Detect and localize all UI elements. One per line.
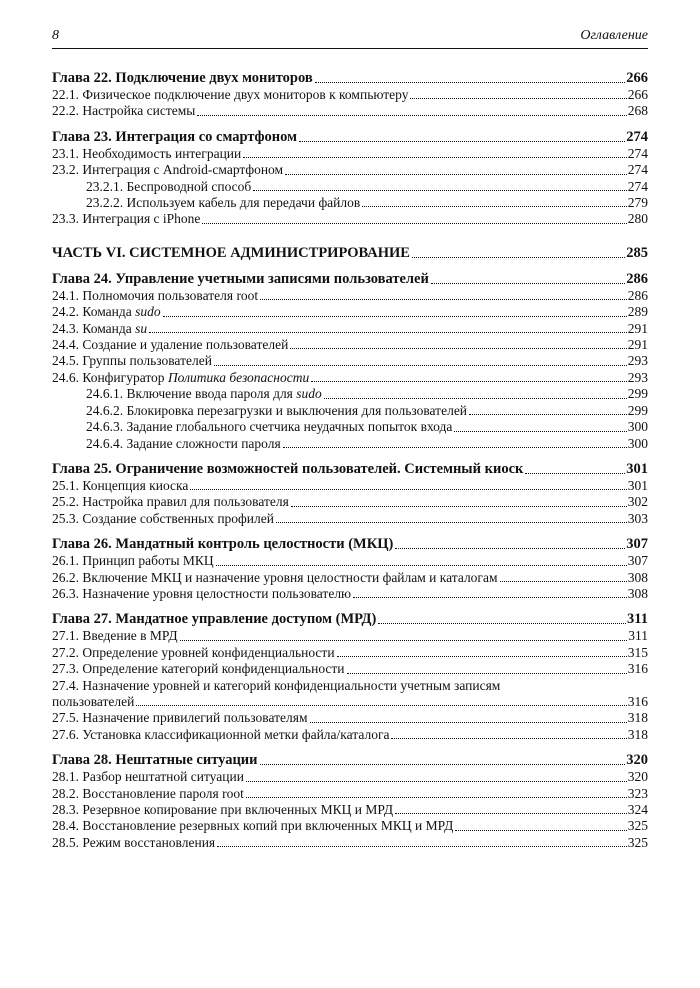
toc-page-number: 279: [627, 195, 648, 211]
dot-leader: [217, 846, 627, 847]
toc-page-number: 318: [627, 726, 648, 742]
toc-page-number: 266: [626, 70, 648, 86]
toc-title-text: Глава 23. Интеграция со смартфоном: [52, 128, 297, 145]
toc-page-number: 311: [627, 611, 648, 628]
dot-leader: [337, 656, 627, 657]
toc-page-number: 301: [627, 477, 648, 493]
toc-entry-title: [52, 146, 241, 162]
running-title: Оглавление: [580, 28, 648, 43]
toc-entry-title: [52, 678, 500, 693]
toc-section-row: [52, 645, 648, 661]
toc-title-text: Глава 26. Мандатный контроль целостности (МКЦ): [52, 536, 394, 553]
dot-leader: [149, 332, 627, 333]
toc-page-number: 318: [627, 710, 648, 726]
dot-leader: [290, 348, 626, 349]
toc-entry-title: [52, 570, 498, 586]
toc-entry-title: [52, 69, 313, 87]
toc-entry-title: [52, 586, 351, 602]
toc-entry-title: [52, 802, 393, 818]
toc-title-text: 22.1. Физическое подключение двух мониторов к компьютеру: [52, 87, 409, 102]
dot-leader: [311, 381, 627, 382]
toc-section-row: [52, 211, 648, 227]
toc-entry-title: [52, 535, 393, 553]
toc-title-text: 25.3. Создание собственных профилей: [52, 510, 274, 526]
toc-section-row: [52, 304, 648, 320]
toc-entry-title: [86, 419, 452, 435]
toc-title-text: 26.3. Назначение уровня целостности пользователю: [52, 585, 352, 601]
dot-leader: [243, 157, 626, 158]
dot-leader: [246, 781, 627, 782]
toc-page-number: 274: [626, 128, 648, 145]
toc-page-number: 274: [627, 162, 648, 178]
toc-entry-title: [52, 478, 188, 494]
toc-title-text: 23.2. Интеграция с Android-смартфоном: [52, 162, 284, 178]
toc-entry-title: [52, 321, 147, 337]
toc-entry-title-continued: пользователей: [52, 693, 135, 709]
toc-page-number: 311: [628, 628, 648, 644]
toc-page-number: 291: [627, 337, 648, 353]
toc-section-row: [52, 288, 648, 304]
toc-title-text: Глава 25. Ограничение возможностей пользователей. Системный киоск: [52, 460, 524, 477]
dot-leader: [276, 522, 627, 523]
toc-title-italic: Политика безопасности: [167, 369, 310, 385]
toc-subsection-row: [52, 419, 648, 435]
toc-title-text: 23.2.2. Используем кабель для передачи файлов: [86, 195, 361, 211]
toc-page-number: 315: [627, 644, 648, 660]
page-number: 8: [52, 28, 59, 43]
dot-leader: [315, 82, 626, 83]
toc-title-text: 26.1. Принцип работы МКЦ: [52, 553, 214, 569]
toc-page-number: 324: [627, 802, 648, 817]
running-header: [52, 28, 648, 49]
toc-page-number: 299: [627, 386, 648, 402]
toc-section-row: [52, 87, 648, 103]
toc-section-row: [52, 769, 648, 785]
toc-title-text: 24.2. Команда: [52, 304, 136, 320]
dot-leader: [253, 190, 626, 191]
dot-leader: [283, 447, 627, 448]
toc-entry-title: [86, 436, 281, 452]
dot-leader: [353, 597, 627, 598]
toc-title-text: 27.3. Определение категорий конфиденциальности: [52, 661, 345, 677]
toc-section-row: [52, 478, 648, 494]
toc-page-number: 320: [627, 769, 648, 785]
dot-leader: [180, 640, 628, 641]
toc-page-number: 280: [627, 211, 648, 227]
toc-chapter-row: [52, 751, 648, 769]
toc-entry-title: [86, 386, 322, 402]
toc-section-row: [52, 678, 648, 694]
toc-section-row: [52, 321, 648, 337]
toc-page-number: 316: [627, 661, 648, 677]
toc-title-text: 27.6. Установка классификационной метки файла/каталога: [52, 726, 390, 742]
toc-page-number: 300: [627, 435, 648, 451]
toc-subsection-row: [52, 436, 648, 452]
toc-title-text: 24.6.4. Задание сложности пароля: [86, 435, 281, 451]
toc-page-number: 320: [626, 752, 648, 769]
toc-entry-title: [52, 353, 212, 369]
toc-page-number: 274: [627, 178, 648, 194]
toc-entry-title: [52, 553, 214, 569]
toc-page-number: 300: [627, 419, 648, 435]
toc-entry-title: [52, 786, 244, 802]
toc-section-row-continued: [52, 694, 648, 710]
toc-title-text: 24.3. Команда: [52, 320, 136, 336]
toc-section-row: [52, 802, 648, 818]
toc-page-number: 307: [626, 536, 648, 553]
dot-leader: [431, 283, 625, 284]
toc-section-row: [52, 337, 648, 353]
toc-page-number: 307: [627, 553, 648, 569]
toc-title-text: 24.5. Группы пользователей: [52, 353, 212, 369]
toc-title-text: Глава 28. Нештатные ситуации: [52, 752, 258, 769]
toc-page-number: 268: [627, 103, 648, 119]
toc-entry-title: [52, 211, 200, 227]
dot-leader: [216, 565, 627, 566]
toc-entry-title: [52, 835, 215, 851]
toc-entry-title: [86, 403, 467, 419]
toc-title-text: 24.6.2. Блокировка перезагрузки и выключения для пользователей: [86, 402, 468, 418]
toc-page-number: 285: [626, 244, 648, 261]
toc-section-row: [52, 103, 648, 119]
toc-page-number: 303: [627, 510, 648, 526]
dot-leader: [412, 257, 625, 258]
dot-leader: [454, 431, 626, 432]
toc-chapter-row: [52, 610, 648, 628]
toc-page-number: 323: [627, 785, 648, 801]
toc-page-number: 299: [627, 402, 648, 418]
toc-page-number: 316: [627, 693, 648, 709]
toc-entry-title: [52, 162, 283, 178]
toc-title-text: 23.1. Необходимость интеграции: [52, 145, 242, 161]
toc-section-row: [52, 370, 648, 386]
toc-section-row: [52, 661, 648, 677]
toc-entry-title: [52, 727, 389, 743]
toc-title-text: 25.1. Концепция киоска: [52, 477, 189, 493]
toc-title-italic: su: [135, 320, 148, 336]
toc-entry-title: [86, 195, 360, 211]
dot-leader: [378, 623, 626, 624]
toc-section-row: [52, 710, 648, 726]
toc-title-text: 27.4. Назначение уровней и категорий конфиденциальности учетным записям: [52, 677, 501, 693]
toc-title-italic: sudo: [296, 386, 322, 402]
toc-title-text: 27.1. Введение в МРД: [52, 628, 178, 644]
toc-title-text: 26.2. Включение МКЦ и назначение уровня целостности файлам и каталогам: [52, 569, 498, 585]
toc-page-number: 266: [627, 87, 648, 102]
book-page: [52, 28, 648, 851]
dot-leader: [391, 738, 626, 739]
toc-entry-title: [52, 288, 258, 304]
dot-leader: [310, 722, 627, 723]
dot-leader: [410, 98, 626, 99]
toc-title-text: 28.4. Восстановление резервных копий при включенных МКЦ и МРД: [52, 818, 454, 834]
toc-title-text: 24.6.3. Задание глобального счетчика неудачных попыток входа: [86, 419, 453, 435]
toc-entry-title: [52, 103, 195, 119]
toc-title-text: 27.5. Назначение привилегий пользователям: [52, 710, 308, 726]
toc-title-text: ЧАСТЬ VI. СИСТЕМНОЕ АДМИНИСТРИРОВАНИЕ: [52, 244, 410, 261]
toc-chapter-row: [52, 128, 648, 146]
toc-page-number: 293: [627, 353, 648, 369]
toc-entry-title: [52, 244, 410, 262]
toc-page-number: 286: [626, 270, 648, 287]
toc-page-number: 308: [627, 569, 648, 585]
toc-section-row: [52, 586, 648, 602]
toc-entry-title: [52, 87, 408, 103]
toc-title-text: 28.2. Восстановление пароля root: [52, 785, 244, 801]
toc-entry-title: [52, 304, 161, 320]
dot-leader: [260, 299, 627, 300]
table-of-contents: [52, 69, 648, 851]
toc-page-number: 274: [627, 145, 648, 161]
toc-section-row: [52, 511, 648, 527]
dot-leader: [246, 797, 627, 798]
toc-page-number: 325: [627, 834, 648, 850]
toc-section-row: [52, 353, 648, 369]
toc-subsection-row: [52, 179, 648, 195]
toc-title-italic: sudo: [135, 304, 161, 320]
toc-section-row: [52, 835, 648, 851]
dot-leader: [347, 673, 627, 674]
toc-entry-title: [52, 818, 453, 834]
dot-leader: [299, 141, 625, 142]
toc-chapter-row: [52, 460, 648, 478]
toc-entry-title: [86, 179, 251, 195]
toc-section-row: [52, 727, 648, 743]
toc-title-text: 27.2. Определение уровней конфиденциальности: [52, 644, 335, 660]
toc-title-text: 24.4. Создание и удаление пользователей: [52, 337, 289, 353]
toc-title-text: 24.6. Конфигуратор: [52, 369, 168, 385]
dot-leader: [163, 316, 627, 317]
toc-entry-title: [52, 628, 178, 644]
toc-page-number: 302: [627, 494, 648, 510]
toc-title-text: 23.3. Интеграция с iPhone: [52, 211, 201, 227]
toc-page-number: 289: [627, 304, 648, 320]
toc-entry-title: [52, 494, 289, 510]
dot-leader: [395, 813, 627, 814]
toc-section-row: [52, 570, 648, 586]
toc-subsection-row: [52, 386, 648, 402]
toc-title-text: Глава 24. Управление учетными записями пользователей: [52, 270, 429, 287]
dot-leader: [324, 398, 627, 399]
toc-subsection-row: [52, 195, 648, 211]
toc-entry-title: [52, 710, 308, 726]
dot-leader: [525, 473, 625, 474]
toc-entry-title: [52, 337, 288, 353]
toc-page-number: 301: [626, 460, 648, 477]
dot-leader: [291, 506, 627, 507]
toc-section-row: [52, 162, 648, 178]
toc-page-number: 293: [627, 369, 648, 385]
dot-leader: [500, 581, 627, 582]
toc-subsection-row: [52, 403, 648, 419]
toc-title-text: 25.2. Настройка правил для пользователя: [52, 494, 289, 510]
toc-page-number: 308: [627, 585, 648, 601]
dot-leader: [260, 764, 626, 765]
dot-leader: [202, 223, 626, 224]
toc-entry-title: [52, 751, 258, 769]
toc-title-text: 28.5. Режим восстановления: [52, 834, 216, 850]
toc-chapter-row: [52, 270, 648, 288]
toc-section-row: [52, 494, 648, 510]
toc-page-number: 286: [627, 287, 648, 303]
dot-leader: [136, 705, 626, 706]
toc-page-number: 325: [627, 818, 648, 834]
dot-leader: [469, 414, 627, 415]
dot-leader: [455, 830, 626, 831]
dot-leader: [214, 365, 627, 366]
toc-section-row: [52, 628, 648, 644]
toc-entry-title: [52, 460, 523, 478]
toc-entry-title: [52, 645, 335, 661]
toc-section-row: [52, 786, 648, 802]
toc-part-row: [52, 244, 648, 262]
dot-leader: [197, 115, 626, 116]
toc-entry-title: [52, 370, 309, 386]
dot-leader: [395, 548, 625, 549]
toc-title-text: 23.2.1. Беспроводной способ: [86, 178, 252, 194]
dot-leader: [190, 489, 626, 490]
toc-title-text: 22.2. Настройка системы: [52, 103, 196, 119]
toc-section-row: [52, 146, 648, 162]
toc-title-text: 24.6.1. Включение ввода пароля для: [86, 386, 297, 402]
toc-entry-title: [52, 511, 274, 527]
toc-chapter-row: [52, 69, 648, 87]
dot-leader: [362, 206, 626, 207]
toc-entry-title: [52, 270, 429, 288]
dot-leader: [285, 174, 627, 175]
toc-title-text: 28.1. Разбор нештатной ситуации: [52, 769, 244, 785]
toc-title-text: 28.3. Резервное копирование при включенных МКЦ и МРД: [52, 802, 394, 817]
toc-title-text: Глава 27. Мандатное управление доступом (МРД): [52, 611, 377, 628]
toc-entry-title: [52, 769, 244, 785]
toc-entry-title: [52, 610, 376, 628]
toc-title-text: 24.1. Полномочия пользователя root: [52, 287, 259, 303]
toc-section-row: [52, 553, 648, 569]
toc-section-row: [52, 818, 648, 834]
toc-entry-title: [52, 661, 345, 677]
toc-chapter-row: [52, 535, 648, 553]
toc-title-text: Глава 22. Подключение двух мониторов: [52, 70, 313, 86]
toc-page-number: 291: [627, 320, 648, 336]
toc-entry-title: [52, 128, 297, 146]
